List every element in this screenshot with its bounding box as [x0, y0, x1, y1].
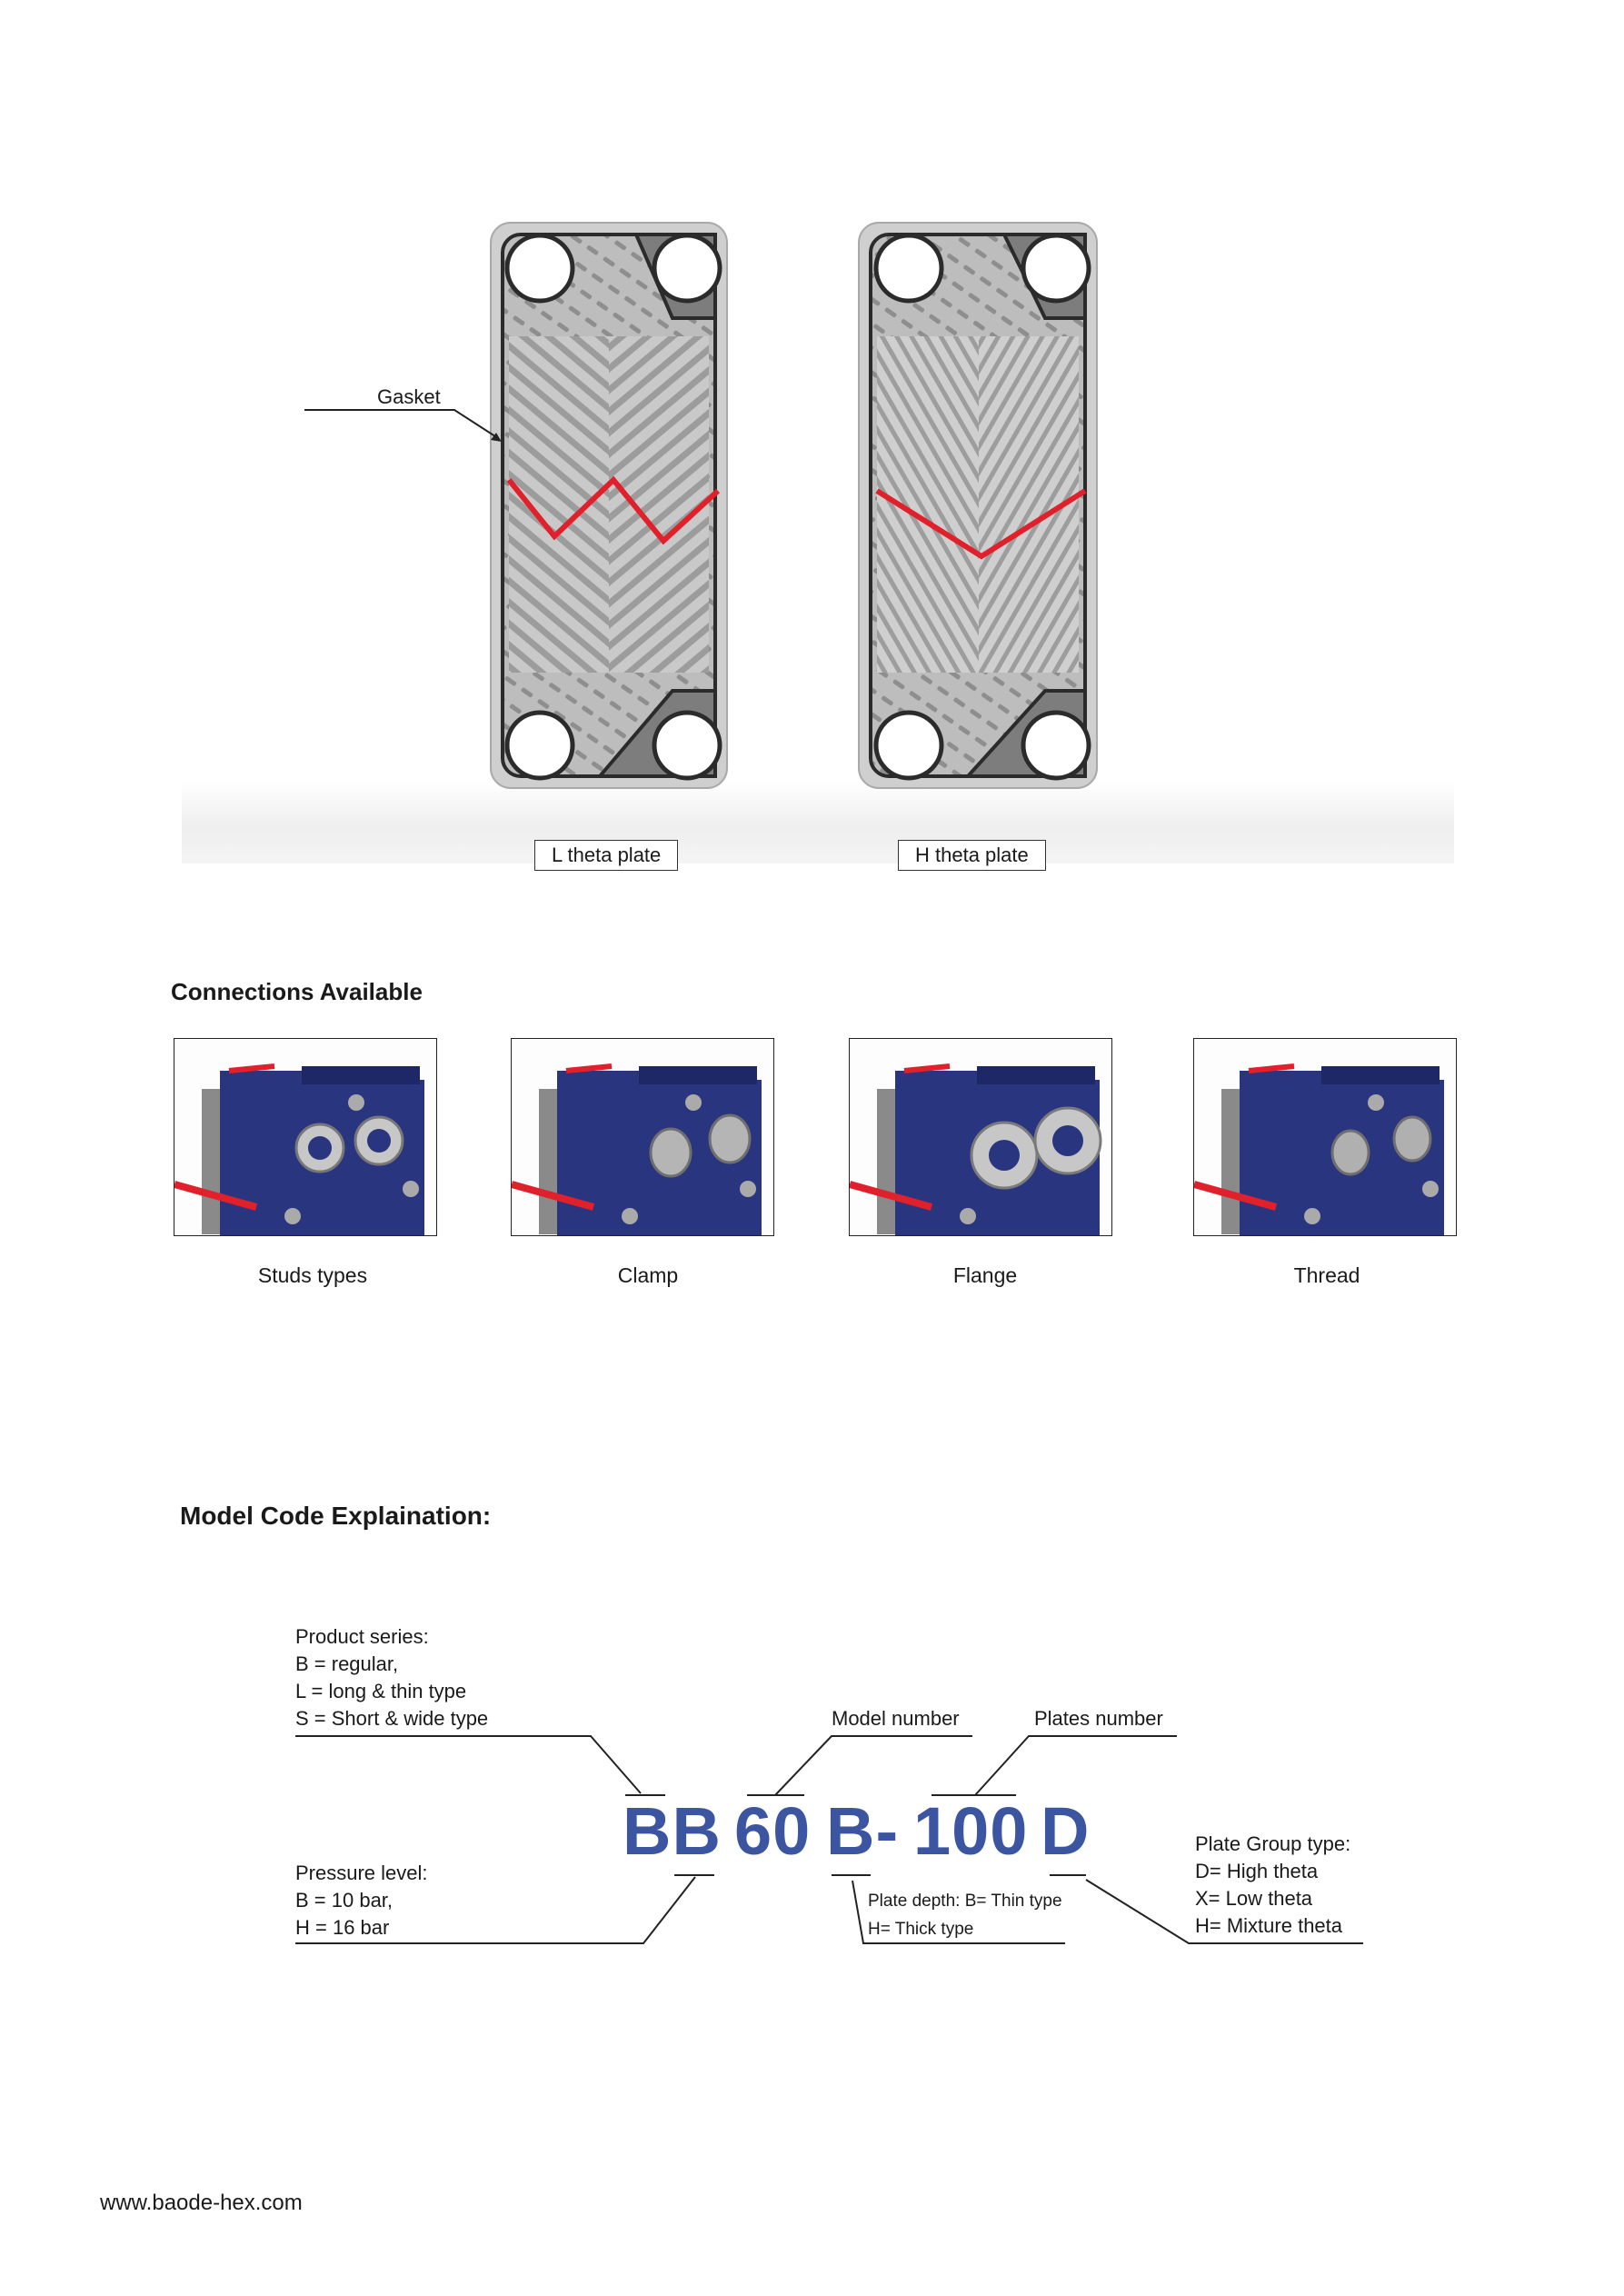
plate-group-line: D= High theta — [1195, 1860, 1319, 1882]
pressure-level-heading: Pressure level: — [295, 1862, 428, 1884]
product-series-line: B = regular, — [295, 1652, 399, 1675]
plate-depth-line: Plate depth: B= Thin type — [868, 1892, 1062, 1911]
plate-group-note — [1195, 1831, 1350, 1940]
model-code-series: BB — [623, 1793, 722, 1869]
product-series-line: L = long & thin type — [295, 1680, 467, 1702]
model-code-title: Model Code Explaination: — [180, 1502, 492, 1530]
h-theta-plate-label: H theta plate — [898, 840, 1046, 871]
plate-depth-note — [868, 1887, 1062, 1943]
product-series-line: S = Short & wide type — [295, 1707, 489, 1730]
plate-group-heading: Plate Group type: — [1195, 1832, 1351, 1855]
plates-number-label: Plates number — [1034, 1707, 1163, 1730]
model-code-plates: 100 — [913, 1793, 1029, 1869]
connections-title: Connections Available — [171, 978, 423, 1005]
plate-depth-line: H= Thick type — [868, 1920, 974, 1939]
pressure-level-line: B = 10 bar, — [295, 1889, 394, 1912]
model-number-label: Model number — [832, 1707, 960, 1730]
product-series-note — [295, 1623, 488, 1732]
connection-caption: Thread — [1293, 1263, 1360, 1287]
footer-url[interactable]: www.baode-hex.com — [100, 2191, 303, 2215]
pressure-level-line: H = 16 bar — [295, 1916, 390, 1939]
plate-group-line: X= Low theta — [1195, 1887, 1313, 1910]
l-theta-plate-label: L theta plate — [534, 840, 678, 871]
gasket-label: Gasket — [377, 385, 441, 408]
model-code-number: 60 — [734, 1793, 812, 1869]
model-code-group: D — [1041, 1793, 1091, 1869]
model-code-depth: B- — [826, 1793, 900, 1869]
pressure-level-note — [295, 1860, 428, 1942]
product-series-heading: Product series: — [295, 1625, 429, 1648]
plate-group-line: H= Mixture theta — [1195, 1914, 1343, 1937]
connection-caption: Studs types — [257, 1263, 368, 1287]
connection-caption: Flange — [952, 1263, 1018, 1287]
connection-caption: Clamp — [617, 1263, 679, 1287]
